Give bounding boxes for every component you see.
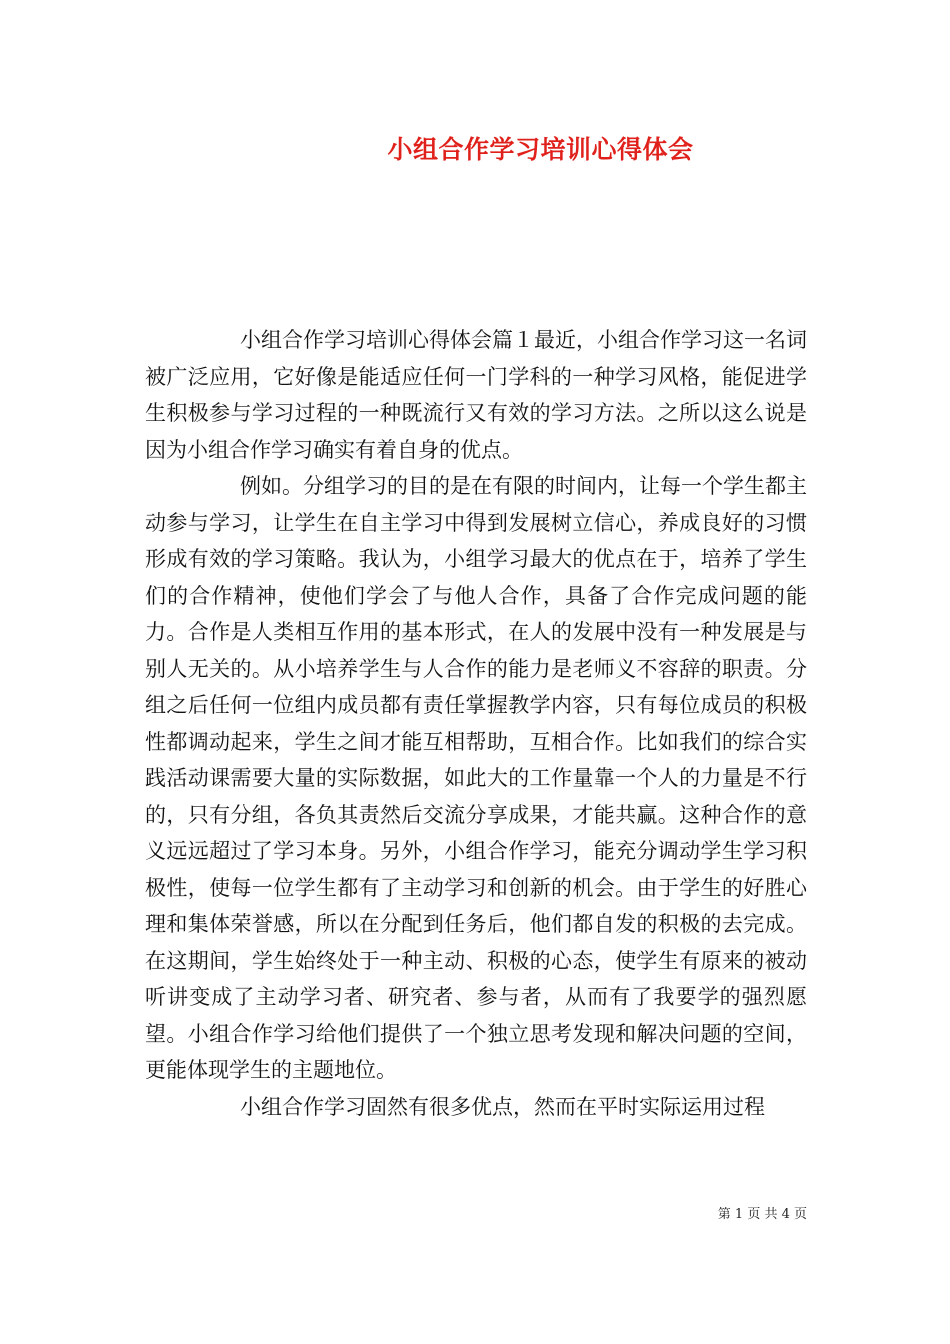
paragraph-2: 例如。分组学习的目的是在有限的时间内，让每一个学生都主动参与学习，让学生在自主学习中得到发展树立信心，养成良好的习惯形成有效的学习策略。我认为，小组学习最大的优点在于，培养了学生们的合作精神，使他们学会了与他人合作，具备了合作完成问题的能力。合作是人类相互作用的基本形式，在人的发展中没有一种发展是与别人无关的。从小培养学生与人合作的能力是老师义不容辞的职责。分组之后任何一位组内成员都有责任掌握教学内容，只有每位成员的积极性都调动起来，学生之间才能互相帮助，互相合作。比如我们的综合实践活动课需要大量的实际数据，如此大的工作量靠一个人的力量是不行的，只有分组，各负其责然后交流分享成果，才能共赢。这种合作的意义远远超过了学习本身。另外，小组合作学习，能充分调动学生学习积极性，使每一位学生都有了主动学习和创新的机会。由于学生的好胜心理和集体荣誉感，所以在分配到任务后，他们都自发的积极的去完成。在这期间，学生始终处于一种主动、积极的心态，使学生有原来的被动听讲变成了主动学习者、研究者、参与者，从而有了我要学的强烈愿望。小组合作学习给他们提供了一个独立思考发现和解决问题的空间，更能体现学生的主题地位。: [145, 474, 807, 1082]
paragraph-1: 小组合作学习培训心得体会篇１最近，小组合作学习这一名词被广泛应用，它好像是能适应任何一门学科的一种学习风格，能促进学生积极参与学习过程的一种既流行又有效的学习方法。之所以这么说是因为小组合作学习确实有着自身的优点。: [145, 328, 807, 462]
page-title: 小组合作学习培训心得体会: [387, 135, 694, 164]
paragraph-3: 小组合作学习固然有很多优点，然而在平时实际运用过程: [240, 1094, 765, 1119]
page-number-footer: 第 1 页 共 4 页: [717, 1207, 807, 1222]
document-body: [145, 322, 807, 1125]
